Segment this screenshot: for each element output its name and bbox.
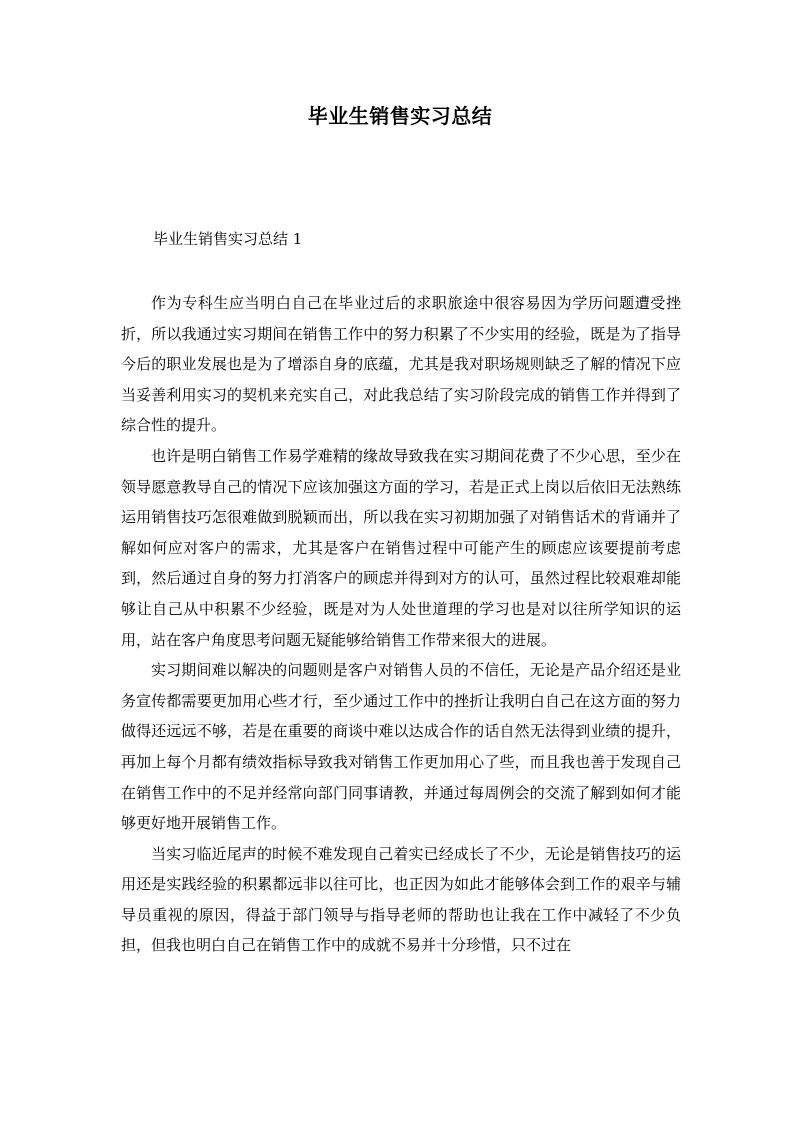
paragraph-3: 实习期间难以解决的问题则是客户对销售人员的不信任，无论是产品介绍还是业务宣传都需要更加用心些才行，至少通过工作中的挫折让我明白自己在这方面的努力做得还远远不够，若是在重要的商谈中难以达成合作的话自然无法得到业绩的提升，再加上每个月都有绩效指标导致我对销售工作更加用心了些，而且我也善于发现自己在销售工作中的不足并经常向部门同事请教，并通过每周例会的交流了解到如何才能够更好地开展销售工作。 [121,661,681,833]
document-body [121,288,681,961]
paragraph-2: 也许是明白销售工作易学难精的缘故导致我在实习期间花费了不少心思，至少在领导愿意教导自己的情况下应该加强这方面的学习，若是正式上岗以后依旧无法熟练运用销售技巧怎很难做到脱颖而出，所以我在实习初期加强了对销售话术的背诵并了解如何应对客户的需求，尤其是客户在销售过程中可能产生的顾虑应该要提前考虑到，然后通过自身的努力打消客户的顾虑并得到对方的认可，虽然过程比较艰难却能够让自己从中积累不少经验，既是对为人处世道理的学习也是对以往所学知识的运用，站在客户角度思考问题无疑能够给销售工作带来很大的进展。 [121,446,681,649]
document-title: 毕业生销售实习总结 [307,104,493,128]
section-heading: 毕业生销售实习总结 1 [153,230,303,248]
paragraph-1: 作为专科生应当明白自己在毕业过后的求职旅途中很容易因为学历问题遭受挫折，所以我通过实习期间在销售工作中的努力积累了不少实用的经验，既是为了指导今后的职业发展也是为了增添自身的底蕴，尤其是我对职场规则缺乏了解的情况下应当妥善利用实习的契机来充实自己，对此我总结了实习阶段完成的销售工作并得到了综合性的提升。 [121,294,681,435]
paragraph-4: 当实习临近尾声的时候不难发现自己着实已经成长了不少，无论是销售技巧的运用还是实践经验的积累都远非以往可比，也正因为如此才能够体会到工作的艰辛与辅导员重视的原因，得益于部门领导与指导老师的帮助也让我在工作中减轻了不少负担，但我也明白自己在销售工作中的成就不易并十分珍惜，只不过在 [121,844,681,955]
